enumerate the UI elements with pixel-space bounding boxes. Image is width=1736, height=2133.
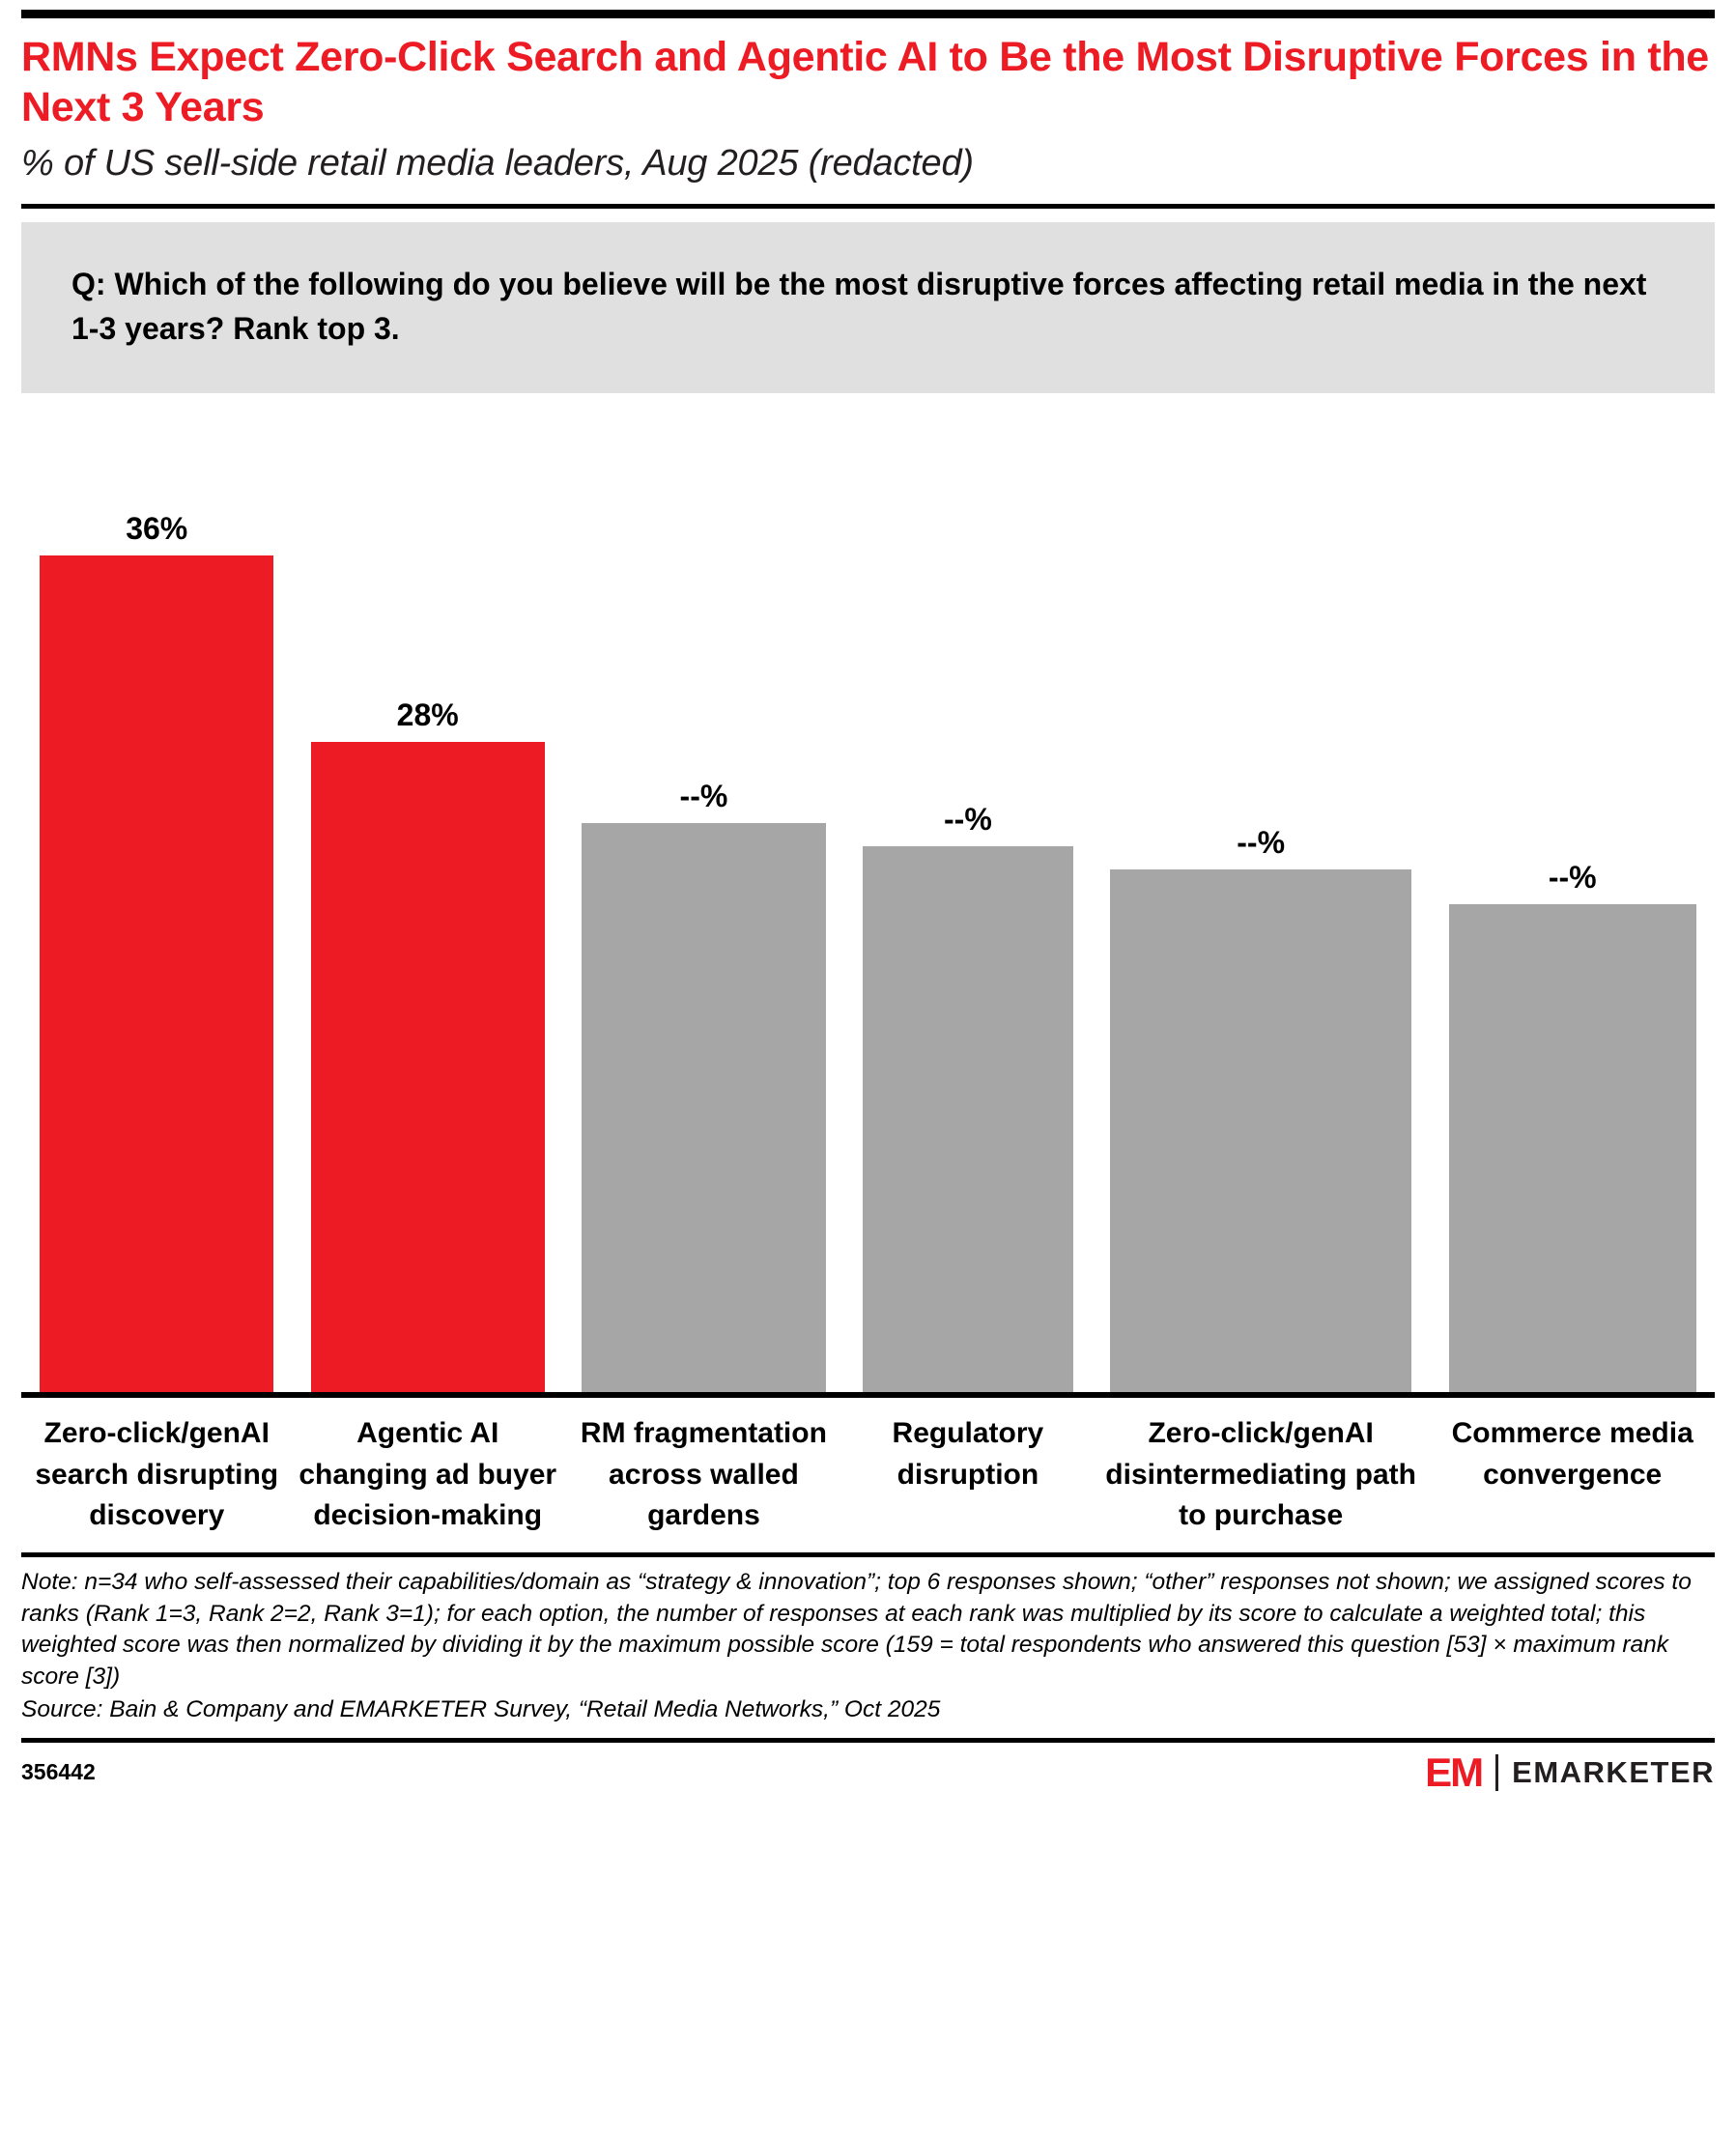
category-label: Commerce media convergence: [1451, 1417, 1693, 1491]
bar: [863, 846, 1072, 1392]
question-band: [21, 222, 1715, 393]
bar-value-label: --%: [1237, 825, 1286, 861]
bar-value-label: --%: [944, 802, 992, 838]
category-label: RM fragmentation across walled gardens: [580, 1417, 827, 1532]
brand-name: EMARKETER: [1512, 1755, 1715, 1790]
page-title: RMNs Expect Zero-Click Search and Agentic AI to Be the Most Disruptive Forces in the Next 3 Years: [21, 34, 1709, 131]
bar-chart: [21, 407, 1715, 1392]
bar-value-label: 28%: [396, 697, 459, 733]
bar: [1110, 869, 1411, 1392]
category-labels: [21, 1413, 1715, 1537]
page-subtitle: % of US sell-side retail media leaders, Aug 2025 (redacted): [21, 142, 974, 184]
chart-page: [0, 10, 1736, 2133]
top-rule: [21, 10, 1715, 18]
footer-row: [21, 1749, 1715, 1795]
x-axis-line: [21, 1392, 1715, 1398]
bar-column: [563, 407, 844, 1392]
category-label: Zero-click/genAI disintermediating path to purchase: [1105, 1417, 1416, 1532]
survey-question: Q: Which of the following do you believe will be the most disruptive forces affecting retail media in the next 1-3 years? Rank top 3.: [71, 267, 1647, 346]
bar: [311, 742, 545, 1392]
bar-series: [21, 407, 1715, 1392]
bottom-rule: [21, 1738, 1715, 1743]
bar-column: [1430, 407, 1715, 1392]
title-divider: [21, 204, 1715, 209]
category-label: Zero-click/genAI search disrupting discovery: [35, 1417, 279, 1532]
brand-divider: [1495, 1754, 1498, 1791]
bar-column: [292, 407, 562, 1392]
category-label: Regulatory disruption: [892, 1417, 1044, 1491]
chart-source: Source: Bain & Company and EMARKETER Survey, “Retail Media Networks,” Oct 2025: [21, 1696, 941, 1723]
footer-divider: [21, 1552, 1715, 1557]
bar-value-label: --%: [1548, 860, 1597, 896]
bar: [1449, 904, 1696, 1392]
chart-note: Note: n=34 who self-assessed their capabilities/domain as “strategy & innovation”; top 6 responses shown; “other” responses not shown; we assigned scores to ranks (Rank 1=3, Rank 2=2, Rank 3=1); for each option, the number of responses at each rank was multiplied by its score to calculate a weighted total; this weighted score was then normalized by dividing it by the maximum possible score (159 = total respondents who answered this question [53] × maximum rank score [3]): [21, 1569, 1692, 1690]
bar: [582, 823, 825, 1392]
category-label: Agentic AI changing ad buyer decision-making: [299, 1417, 557, 1532]
bar-value-label: 36%: [126, 511, 188, 547]
em-logo-icon: EM: [1425, 1749, 1483, 1795]
chart-id: 356442: [21, 1759, 96, 1785]
bar: [40, 555, 273, 1392]
bar-column: [844, 407, 1092, 1392]
brand-logo: [1425, 1749, 1715, 1795]
bar-value-label: --%: [679, 779, 728, 814]
bar-column: [1092, 407, 1431, 1392]
bar-column: [21, 407, 292, 1392]
